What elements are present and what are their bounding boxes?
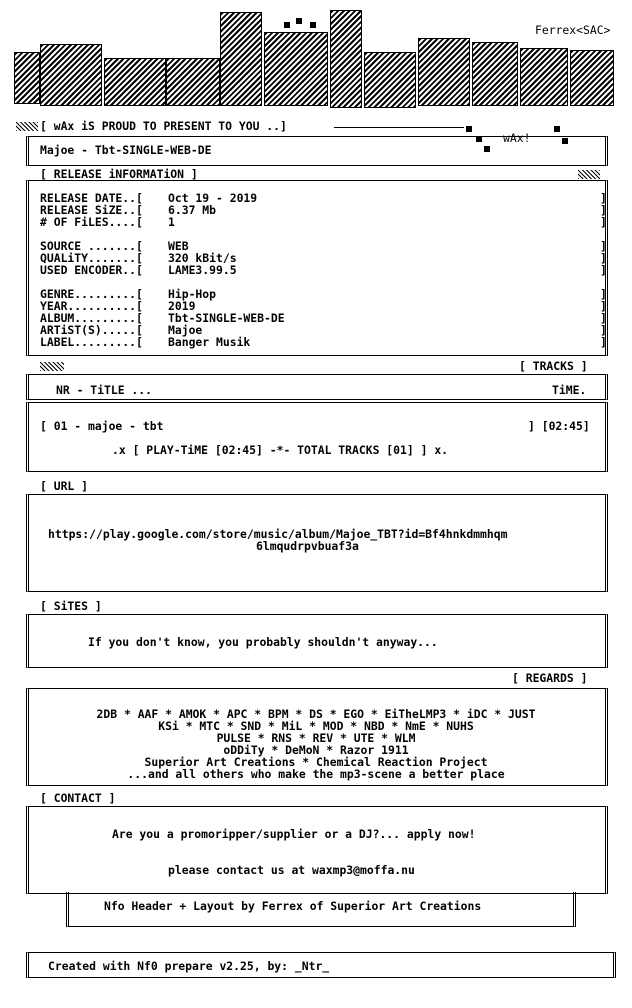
info-close-bracket: ] (600, 299, 607, 313)
info-close-bracket: ] (600, 251, 607, 265)
info-value: 1 (168, 215, 175, 229)
release-title: Majoe - Tbt-SINGLE-WEB-DE (40, 143, 212, 157)
info-close-bracket: ] (600, 239, 607, 253)
info-key: ALBUM.........[ (40, 311, 143, 325)
regards-line: ...and all others who make the mp3-scene a better place (127, 767, 505, 781)
ascii-logo (14, 8, 614, 118)
info-close-bracket: ] (600, 323, 607, 337)
layout-credit: Nfo Header + Layout by Ferrex of Superior Art Creations (104, 899, 482, 913)
track-row: [ 01 - majoe - tbt (40, 419, 164, 433)
regards-line: 2DB * AAF * AMOK * APC * BPM * DS * EGO * EiTheLMP3 * iDC * JUST (96, 707, 536, 721)
info-value: LAME3.99.5 (168, 263, 237, 277)
info-value: Oct 19 - 2019 (168, 191, 258, 205)
info-value: Hip-Hop (168, 287, 217, 301)
tracks-box (26, 402, 608, 472)
info-close-bracket: ] (600, 311, 607, 325)
regards-line: KSi * MTC * SND * MiL * MOD * NBD * NmE * NUHS (158, 719, 474, 733)
contact-line-2[interactable]: please contact us at waxmp3@moffa.nu (168, 863, 415, 877)
info-key: RELEASE DATE..[ (40, 191, 143, 205)
track-time: ] [02:45] (528, 419, 590, 433)
info-key: # OF FiLES....[ (40, 215, 143, 229)
info-key: RELEASE SiZE..[ (40, 203, 143, 217)
present-rule (334, 127, 464, 128)
contact-line-1: Are you a promoripper/supplier or a DJ?... apply now! (112, 827, 476, 841)
url-label: [ URL ] (40, 479, 89, 493)
sites-text: If you don't know, you probably shouldn't anyway... (88, 635, 438, 649)
created-with: Created with Nf0 prepare v2.25, by: _Ntr_ (48, 959, 330, 973)
url-line-2[interactable]: 6lmqudrpvbuaf3a (256, 539, 359, 553)
info-key: ARTiST(S).....[ (40, 323, 143, 337)
release-info-hatch (578, 170, 600, 179)
info-key: QUALiTY.......[ (40, 251, 143, 265)
contact-box (26, 806, 608, 894)
info-close-bracket: ] (600, 263, 607, 277)
tracks-summary: .x [ PLAY-TiME [02:45] -*- TOTAL TRACKS [01] ] x. (112, 443, 449, 457)
tracks-label: [ TRACKS ] (519, 359, 588, 373)
contact-label: [ CONTACT ] (40, 791, 116, 805)
info-close-bracket: ] (600, 191, 607, 205)
info-key: YEAR..........[ (40, 299, 143, 313)
info-value: Majoe (168, 323, 203, 337)
info-value: WEB (168, 239, 189, 253)
info-value: 320 kBit/s (168, 251, 237, 265)
ascii-artist-credit: Ferrex<SAC> (535, 23, 611, 37)
logo-text: wAx! (503, 131, 531, 145)
info-close-bracket: ] (600, 215, 607, 229)
regards-line: Superior Art Creations * Chemical Reaction Project (144, 755, 488, 769)
regards-line: PULSE * RNS * REV * UTE * WLM (216, 731, 416, 745)
info-key: LABEL.........[ (40, 335, 143, 349)
info-key: GENRE.........[ (40, 287, 143, 301)
regards-line: oDDiTy * DeMoN * Razor 1911 (223, 743, 409, 757)
sites-label: [ SiTES ] (40, 599, 102, 613)
tracks-col-title: NR - TiTLE ... (56, 383, 153, 397)
info-close-bracket: ] (600, 203, 607, 217)
info-value: Tbt-SINGLE-WEB-DE (168, 311, 285, 325)
present-line: [ wAx iS PROUD TO PRESENT TO YOU ..] (40, 119, 287, 133)
info-key: SOURCE .......[ (40, 239, 143, 253)
info-key: USED ENCODER..[ (40, 263, 143, 277)
info-close-bracket: ] (600, 287, 607, 301)
present-line-hatch-left (16, 122, 38, 131)
info-value: 2019 (168, 299, 196, 313)
tracks-col-time: TiME. (552, 383, 587, 397)
regards-label: [ REGARDS ] (512, 671, 588, 685)
info-value: Banger Musik (168, 335, 251, 349)
url-line-1[interactable]: https://play.google.com/store/music/album/Majoe_TBT?id=Bf4hnkdmmhqm (48, 527, 508, 541)
release-info-label: [ RELEASE iNFORMATiON ] (40, 167, 198, 181)
tracks-hatch (40, 362, 64, 371)
info-value: 6.37 Mb (168, 203, 217, 217)
info-close-bracket: ] (600, 335, 607, 349)
